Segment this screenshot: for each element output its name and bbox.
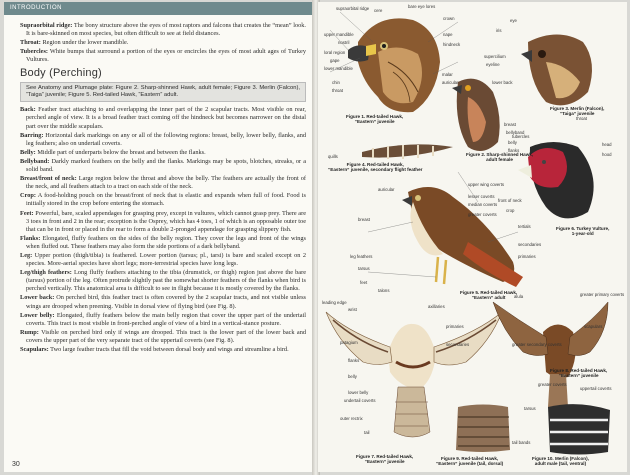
label-greater-coverts-2: greater coverts (538, 382, 567, 387)
label-tubercles: tubercles (512, 134, 530, 139)
label-greater-primary-coverts: greater primary coverts (580, 292, 625, 297)
label-iris: iris (496, 28, 502, 33)
entry-bellyband: Bellyband: Darkly marked feathers on the belly and the flanks. Markings may be spots, blotches, streaks, or a solid band. (20, 157, 306, 174)
merlin-head-illustration (521, 35, 592, 106)
label-upper-mandible: upper mandible (324, 32, 354, 37)
label-lesser-coverts: lesser coverts (468, 194, 495, 199)
caption-figure-3: Figure 3. Merlin (Falcon), “Taiga” juvenile (550, 106, 605, 117)
entry-barring: Barring: Horizontal dark markings on any or all of the following regions: breast, belly, lower belly, flanks, and leg feathers; also on undertail coverts. (20, 131, 306, 147)
label-scapulars: scapulars (584, 324, 603, 329)
caption-figure-10: Figure 10. Merlin (Falcon), adult male (tail, ventral) (532, 456, 589, 467)
label-bellyband: bellyband (506, 130, 525, 135)
label-uppertail-coverts: uppertail coverts (580, 386, 612, 391)
label-hood: hood (602, 152, 612, 157)
label-crown: crown (443, 16, 455, 21)
entry-flanks: Flanks: Elongated, fluffy feathers on the sides of the belly region. They cover the legs and front of the wings when fluffed out. These feathers may also form the side portions of a dark bellyband. (20, 234, 306, 250)
entry-breast: Breast/front of neck: Large region below the throat and above the belly. The feathers are actually the front of the neck, and all feathers attach to a tract on each side of the neck. (20, 175, 306, 191)
label-primaries: primaries (518, 254, 536, 259)
entry-rump: Rump: Visible on perched bird only if wings are drooped. This tract is the lower part of the lower back and covers the upper part of the very separate tract of the uppertail coverts (see Fig. 8). (20, 328, 306, 344)
label-eyeline: eyeline (486, 62, 500, 67)
caption-figure-8: Figure 8. Red-tailed Hawk, “Eastern” juvenile (550, 368, 608, 379)
entry-crop: Crop: A food-holding pouch on the breast/front of neck that is elastic and expands when full of food. Food is initially stored in the crop before entering the stomach. (20, 192, 306, 208)
tail-ventral-illustration (548, 404, 610, 454)
label-lower-mandible: lower mandible (324, 66, 353, 71)
label-tarsus: tarsus (358, 266, 370, 271)
sharp-shinned-hawk-illustration (452, 79, 500, 151)
label-lower-belly: lower belly (348, 390, 369, 395)
section-title: Body (Perching) (20, 67, 102, 80)
label-nostril: nostril (338, 40, 350, 45)
caption-figure-9: Figure 9. Red-tailed Hawk, “Eastern” juvenile (tail, dorsal) (436, 456, 504, 467)
caption-figure-1: Figure 1. Red-tailed Hawk, “Eastern” juvenile (346, 114, 404, 125)
caption-figure-5: Figure 5. Red-tailed Hawk, “Eastern” adult (460, 290, 518, 301)
label-talons: talons (378, 288, 390, 293)
entry-back: Back: Feather tract attaching to and overlapping the inner part of the 2 scapular tracts. Most visible on rear, perched angle of view. It is a broad feather tract coming off the hindneck but becomes narrower on the distal part over the middle scapulars. (20, 106, 306, 130)
label-tertials: tertials (518, 224, 531, 229)
label-nape: nape (443, 32, 453, 37)
tail-dorsal-illustration (456, 405, 510, 453)
label-tarsus-2: tarsus (524, 406, 536, 411)
label-leading-edge: leading edge (322, 300, 347, 305)
entry-leg: Leg: Upper portion (thigh/tibia) is feathered. Lower portion (tarsus; pl., tarsi) is bare and scaled except on 2 species. More-aerial species have short legs; more-terrestrial species have long legs. (20, 251, 306, 268)
label-auricular: auricular (442, 80, 459, 85)
entry-supraorbital: Supraorbital ridge: The bony structure above the eyes of most raptors and falcons that creates the “mean” look. It is bare-skinned on most species, but often difficult to see at field distances. (20, 22, 306, 38)
label-head: head (602, 142, 612, 147)
label-lower-back: lower back (492, 80, 513, 85)
caption-figure-6: Figure 6. Turkey Vulture, 1-year-old (556, 226, 610, 237)
label-flanks-2: flanks (348, 358, 360, 363)
left-page (4, 2, 316, 472)
label-secondaries: secondaries (518, 242, 542, 247)
label-median-coverts: median coverts (468, 202, 498, 207)
label-front-of-neck: front of neck (498, 198, 522, 203)
label-feet: feet (360, 280, 368, 285)
label-throat-2: throat (576, 116, 587, 121)
plate-reference-note: See Anatomy and Plumage plate: Figure 2. Sharp-shinned Hawk, adult female; Figure 3. Merlin (Falcon), “Taiga” juvenile; Figure 5. Red-tailed Hawk, “Eastern” adult. (20, 82, 306, 103)
red-tailed-hawk-head-illustration (348, 18, 440, 112)
label-axillaries: axillaries (428, 304, 445, 309)
label-cere: cere (374, 8, 383, 13)
label-malar: malar (442, 72, 453, 77)
running-head: INTRODUCTION (4, 2, 316, 15)
entry-belly: Belly: Middle part of underparts below the breast and between the flanks. (20, 148, 206, 156)
label-eye: eye (510, 18, 517, 23)
label-wrist: wrist (348, 307, 357, 312)
label-upper-wing-coverts: upper wing coverts (468, 182, 505, 187)
caption-figure-4: Figure 4. Red-tailed Hawk, “Eastern” juvenile, secondary flight feather (328, 162, 423, 173)
entry-lower-belly: Lower belly: Elongated, fluffy feathers below the main belly region that cover the upper part of the undertail coverts. This tract is most visible in front-perched angle of view of a bird in a vertical-stance posture. (20, 311, 306, 327)
caption-figure-7: Figure 7. Red-tailed Hawk, “Eastern” juvenile (356, 454, 414, 465)
label-bare-eye-lores: bare eye lores (408, 4, 436, 9)
page-number: 30 (12, 461, 20, 468)
label-quills: quills (328, 154, 338, 159)
entry-throat: Throat: Region under the lower mandible. (20, 39, 129, 47)
label-chin: chin (332, 80, 340, 85)
label-throat: throat (332, 88, 343, 93)
label-primaries-2: primaries (446, 324, 464, 329)
label-tail: tail (364, 430, 370, 435)
label-supercilium: supercilium (484, 54, 506, 59)
label-tail-bands: tail bands (512, 440, 531, 445)
label-outer-rectrix: outer rectrix (340, 416, 363, 421)
label-breast-2: breast (358, 217, 370, 222)
flying-red-tailed-hawk-dorsal-illustration (493, 302, 608, 410)
entry-feet: Feet: Powerful, bare, scaled appendages for grasping prey, except in vultures, which cannot grasp prey. There are 3 toes in front and 2 in the rear; exception is the Osprey, which has 4 toes, 1 of which is an opposable outer toe that can be in front or placed in the rear to form a double 2-pronged appendage for grasping slippery fish. (20, 209, 306, 233)
label-undertail-coverts: undertail coverts (344, 398, 376, 403)
label-breast: breast (504, 122, 516, 127)
label-secondaries-2: secondaries (446, 342, 470, 347)
right-page (318, 2, 627, 472)
label-crop: crop (506, 208, 515, 213)
label-loral-region: loral region (324, 50, 346, 55)
entry-tubercles: Tubercles: White bumps that surround a portion of the eyes or encircles the eyes of most adult ages of Turkey Vultures. (20, 48, 306, 64)
label-belly-2: belly (348, 374, 357, 379)
label-flanks: flanks (508, 148, 520, 153)
label-hindneck: hindneck (443, 42, 461, 47)
caption-figure-2: Figure 2. Sharp-shinned Hawk, adult female (466, 152, 534, 163)
label-alula: alula (514, 294, 524, 299)
label-gape: gape (330, 58, 340, 63)
entry-scapulars: Scapulars: Two large feather tracts that fill the void between dorsal body and wings and streamline a bird. (20, 346, 289, 353)
label-greater-secondary-coverts: greater secondary coverts (512, 342, 562, 347)
label-belly: belly (508, 140, 517, 145)
entry-leg-thigh-feathers: Leg/thigh feathers: Long fluffy feathers attaching to the tibia (drumstick, or thigh) region just above the bare (tarsus) portion of the leg. Often protrude slightly past the somewhat shorter feathers of the flanks when bird is perched vertically. This anatomical area is difficult to see in flight because it is mostly covered by the flanks. (20, 269, 306, 293)
label-auricular-2: auricular (378, 187, 395, 192)
secondary-flight-feather-illustration (362, 144, 453, 159)
label-greater-coverts: greater coverts (468, 212, 497, 217)
label-leg-feathers: leg feathers (350, 254, 373, 259)
text-column (20, 22, 306, 355)
label-patagium: patagium (340, 340, 358, 345)
label-supraorbital-ridge: supraorbital ridge (336, 6, 370, 11)
entry-lower-back: Lower back: On perched bird, this feather tract is often covered by the 2 scapular tracts, and not visible unless wings are drooped when preening. Visible in dorsal view of flying bird (see Fig. 8). (20, 294, 307, 310)
